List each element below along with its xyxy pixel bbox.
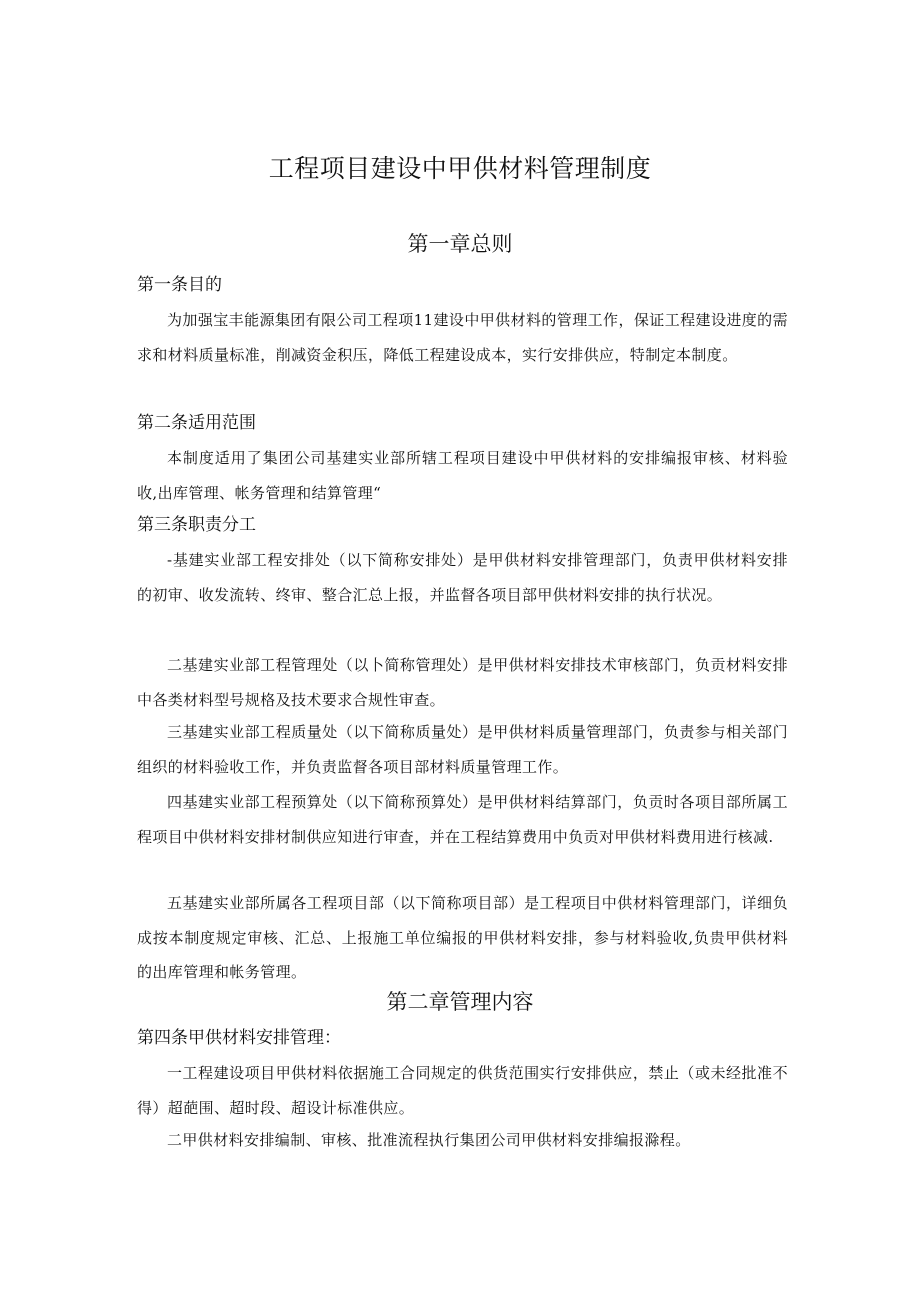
article-1-heading: 第一条目的	[137, 275, 222, 295]
article-3-paragraph-3: 三基建实业部工程质量处（以下简称质量处）是甲供材料质量管理部门，负责参与相关部门组织的材料验收工作，并负责监督各项目部材料质量管理工作。	[137, 723, 788, 776]
article-3-heading: 第三条职责分工	[137, 515, 256, 535]
article-4-paragraph-2: 二甲供材料安排编制、审核、批准流程执行集团公司甲供材料安排编报滁程。	[167, 1131, 691, 1149]
article-1-paragraph-1: 为加强宝丰能源集团有限公司工程项11建设中甲供材料的管理工作，保证工程建设进度的需求和材料质量标准，削减资金积压，降低工程建设成本，实行安排供应，特制定本制度。	[137, 311, 788, 364]
article-3-paragraph-1: -基建实业部工程安排处（以下简称安排处）是甲供材料安排管理部门，负责甲供材料安排的初审、收发流转、终审、整合汇总上报，并监督各项目部甲供材料安排的执行状况。	[137, 551, 788, 604]
document-title: 工程项目建设中甲供材料管理制度	[268, 154, 652, 183]
article-3-paragraph-2: 二基建实业部工程管理处（以卜简称管理处）是甲供材料安排技术审核部门，负贡材料安排中各类材料型号规格及技术要求合规性审查。	[137, 656, 788, 709]
chapter-1-title: 第一章总则	[407, 232, 513, 256]
article-2-paragraph-1: 本制度适用了集团公司基建实业部所辖工程项目建设中甲供材料的安排编报审核、材料验收,出库管理、帐务管理和结算管理“	[137, 449, 788, 502]
article-3-paragraph-4: 四基建实业部工程预算处（以下简称预算处）是甲供材料结算部门，负贡时各项目部所属工程项目中供材料安排材制供应知进行审查，并在工程结算费用中负贡对甲供材料费用进行核减.	[137, 793, 788, 846]
article-2-heading: 第二条适用范围	[137, 413, 256, 433]
article-4-heading: 第四条甲供材料安排管理：	[137, 1028, 341, 1048]
article-3-paragraph-5: 五基建实业部所属各工程项目部（以下简称项目部）是工程项目中供材料管理部门，详细负成按本制度规定审核、汇总、上报施工单位编报的甲供材料安排，参与材料验收,负贵甲供材料的出库管理和帐务管理。	[137, 894, 788, 981]
chapter-2-title: 第二章管理内容	[386, 990, 534, 1014]
article-4-paragraph-1: 一工程建设项目甲供材料依据施工合同规定的供货范围实行安排供应，禁止（或未经批准不得）超葩围、超时段、超设计标准供应。	[137, 1064, 788, 1117]
